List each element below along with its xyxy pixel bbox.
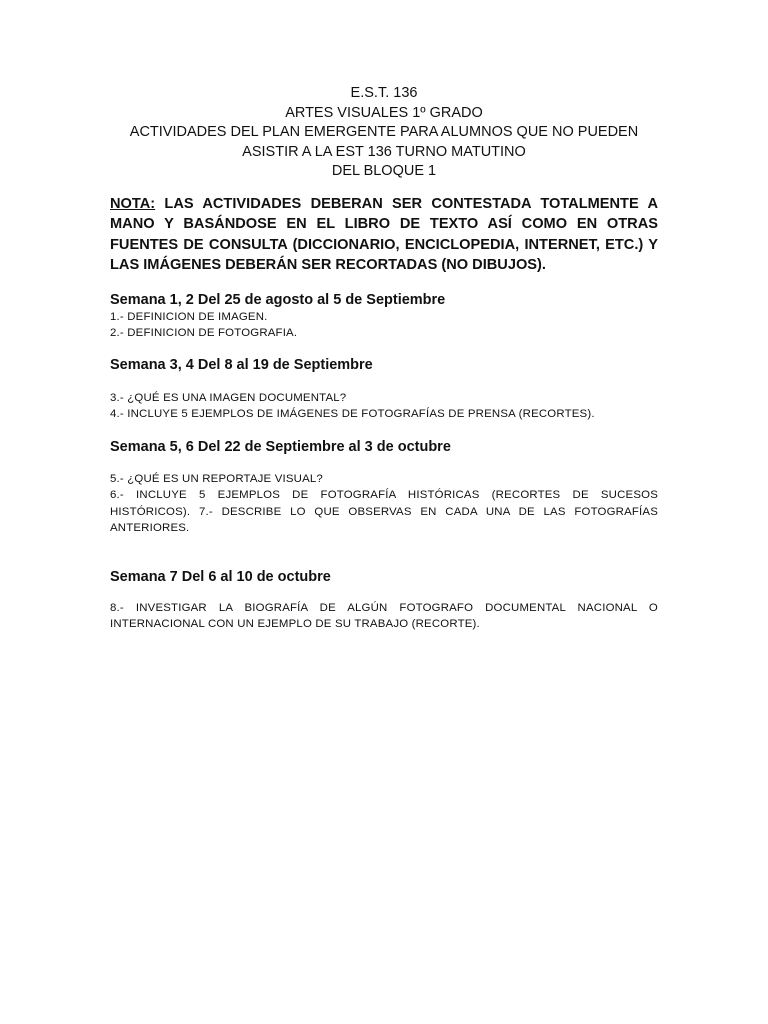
note-label: NOTA: [110,195,156,212]
week-section-1 [110,291,658,342]
plan-subtitle: ASISTIR A LA EST 136 TURNO MATUTINO [242,143,526,160]
activity-item: 3.- ¿QUÉ ES UNA IMAGEN DOCUMENTAL? [110,391,347,404]
document-page [110,84,658,633]
week-section-4 [110,568,658,633]
week-heading: Semana 1, 2 Del 25 de agosto al 5 de Septiembre [110,291,446,308]
week-heading: Semana 5, 6 Del 22 de Septiembre al 3 de octubre [110,438,451,455]
note-paragraph [110,194,658,276]
activity-item: 8.- INVESTIGAR LA BIOGRAFÍA DE ALGÚN FOTOGRAFO DOCUMENTAL NACIONAL O INTERNACIONAL CON UN EJEMPLO DE SU TRABAJO (RECORTE). [110,601,658,630]
activity-item: 2.- DEFINICION DE FOTOGRAFIA. [110,327,298,339]
activity-item: 1.- DEFINICION DE IMAGEN. [110,310,268,323]
document-header [110,84,658,182]
note-text: LAS ACTIVIDADES DEBERAN SER CONTESTADA TOTALMENTE A MANO Y BASÁNDOSE EN EL LIBRO DE TEXTO ASÍ COMO EN OTRAS FUENTES DE CONSULTA (DICCIONARIO, ENCICLOPEDIA, INTERNET, ETC.) Y LAS IMÁGENES DEBERÁN SER RECORTADAS (NO DIBUJOS). [110,195,658,273]
subject-title: ARTES VISUALES 1º GRADO [285,104,483,121]
activity-item: 5.- ¿QUÉ ES UN REPORTAJE VISUAL? [110,472,323,485]
week-section-2 [110,356,658,423]
activity-item: 6.- INCLUYE 5 EJEMPLOS DE FOTOGRAFÍA HISTÓRICAS (RECORTES DE SUCESOS HISTÓRICOS). 7.- DESCRIBE LO QUE OBSERVAS EN CADA UNA DE LAS FOTOGRAFÍAS ANTERIORES. [110,489,658,534]
plan-title: ACTIVIDADES DEL PLAN EMERGENTE PARA ALUMNOS QUE NO PUEDEN [129,124,639,140]
week-heading: Semana 3, 4 Del 8 al 19 de Septiembre [110,356,373,373]
block-title: DEL BLOQUE 1 [331,163,437,179]
week-heading: Semana 7 Del 6 al 10 de octubre [110,568,331,585]
school-name: E.S.T. 136 [350,85,418,101]
activity-item: 4.- INCLUYE 5 EJEMPLOS DE IMÁGENES DE FOTOGRAFÍAS DE PRENSA (RECORTES). [110,408,595,420]
week-section-3 [110,438,658,537]
